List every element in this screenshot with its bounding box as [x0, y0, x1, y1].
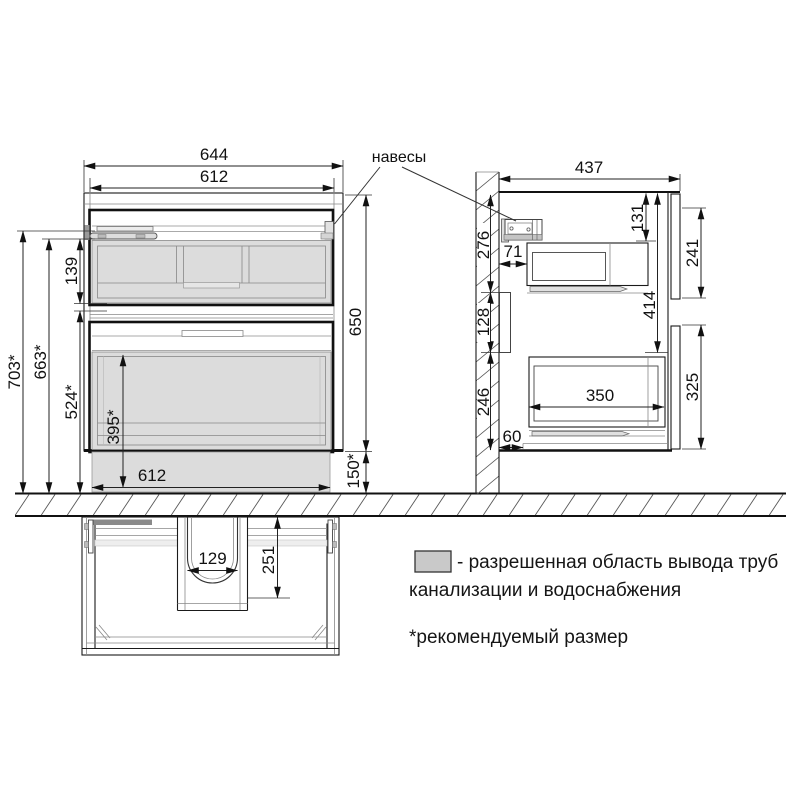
dim-rail-height: 663* [31, 344, 50, 380]
u-cutout-inner [192, 517, 234, 579]
legend-note: *рекомендуемый размер [409, 627, 629, 648]
legend-line1: - разрешенная область вывода труб [457, 552, 779, 573]
dim-side-depth: 437 [574, 158, 604, 177]
bottom-view-outline [82, 517, 339, 655]
dim-back-offset: 71 [503, 242, 523, 261]
hanger-bracket [502, 219, 543, 242]
dim-front-inner-width: 612 [199, 167, 229, 186]
dim-top-to-drawer: 131 [628, 203, 647, 233]
corner-brace [99, 625, 110, 638]
dim-front-height: 650 [346, 307, 365, 337]
lower-allowed-area [92, 352, 331, 450]
corner-bracket-left [85, 520, 94, 553]
dim-upper-front-height: 241 [683, 238, 702, 268]
floor-hatching [15, 494, 786, 517]
dim-cutout-width: 129 [198, 549, 227, 568]
legend-swatch [415, 551, 451, 572]
dim-mid-height: 414 [640, 290, 659, 320]
dim-lower-zone: 524* [62, 384, 81, 420]
dim-wall-top-segment: 276 [474, 230, 493, 260]
dim-floor-clearance: 150* [344, 453, 363, 489]
dim-lower-area: 395* [104, 409, 123, 445]
dim-drawer-top-zone: 139 [62, 256, 81, 286]
dim-wall-mid-segment: 128 [474, 307, 493, 337]
hangers-label: навесы [371, 149, 427, 166]
dim-drawer-depth: 350 [585, 386, 615, 405]
dim-cutout-depth: 251 [259, 545, 278, 575]
floor-hatch-band [15, 495, 786, 516]
corner-brace [312, 625, 323, 638]
side-wall-rail [500, 293, 511, 353]
hangers-leader-left [335, 167, 381, 224]
below-cabinet-allowed-area [92, 452, 330, 492]
dim-wall-bottom-segment: 246 [474, 387, 493, 417]
legend-line2: канализации и водоснабжения [409, 580, 682, 601]
corner-brace [315, 627, 326, 640]
dim-bottom-back-offset: 60 [502, 427, 522, 446]
drawer-slide [90, 227, 157, 240]
corner-brace [96, 627, 107, 640]
bottom-dark-rail [93, 520, 152, 526]
legend [409, 551, 778, 648]
side-upper-drawer [527, 243, 648, 293]
side-view [499, 192, 680, 451]
left-hinge-tab [85, 225, 90, 240]
dim-mount-height: 703* [5, 354, 24, 390]
side-upper-front-panel [671, 194, 680, 299]
bottom-view [82, 517, 339, 655]
side-lower-front-panel [671, 326, 680, 449]
lower-drawer-back-edge [182, 331, 243, 337]
dim-lower-front-height: 325 [683, 372, 702, 402]
dim-front-overall-width: 644 [199, 145, 229, 164]
dim-bottom-width: 612 [137, 466, 167, 485]
upper-allowed-area [92, 241, 331, 304]
right-hinge-tab [321, 222, 334, 240]
corner-bracket-right [328, 520, 337, 553]
